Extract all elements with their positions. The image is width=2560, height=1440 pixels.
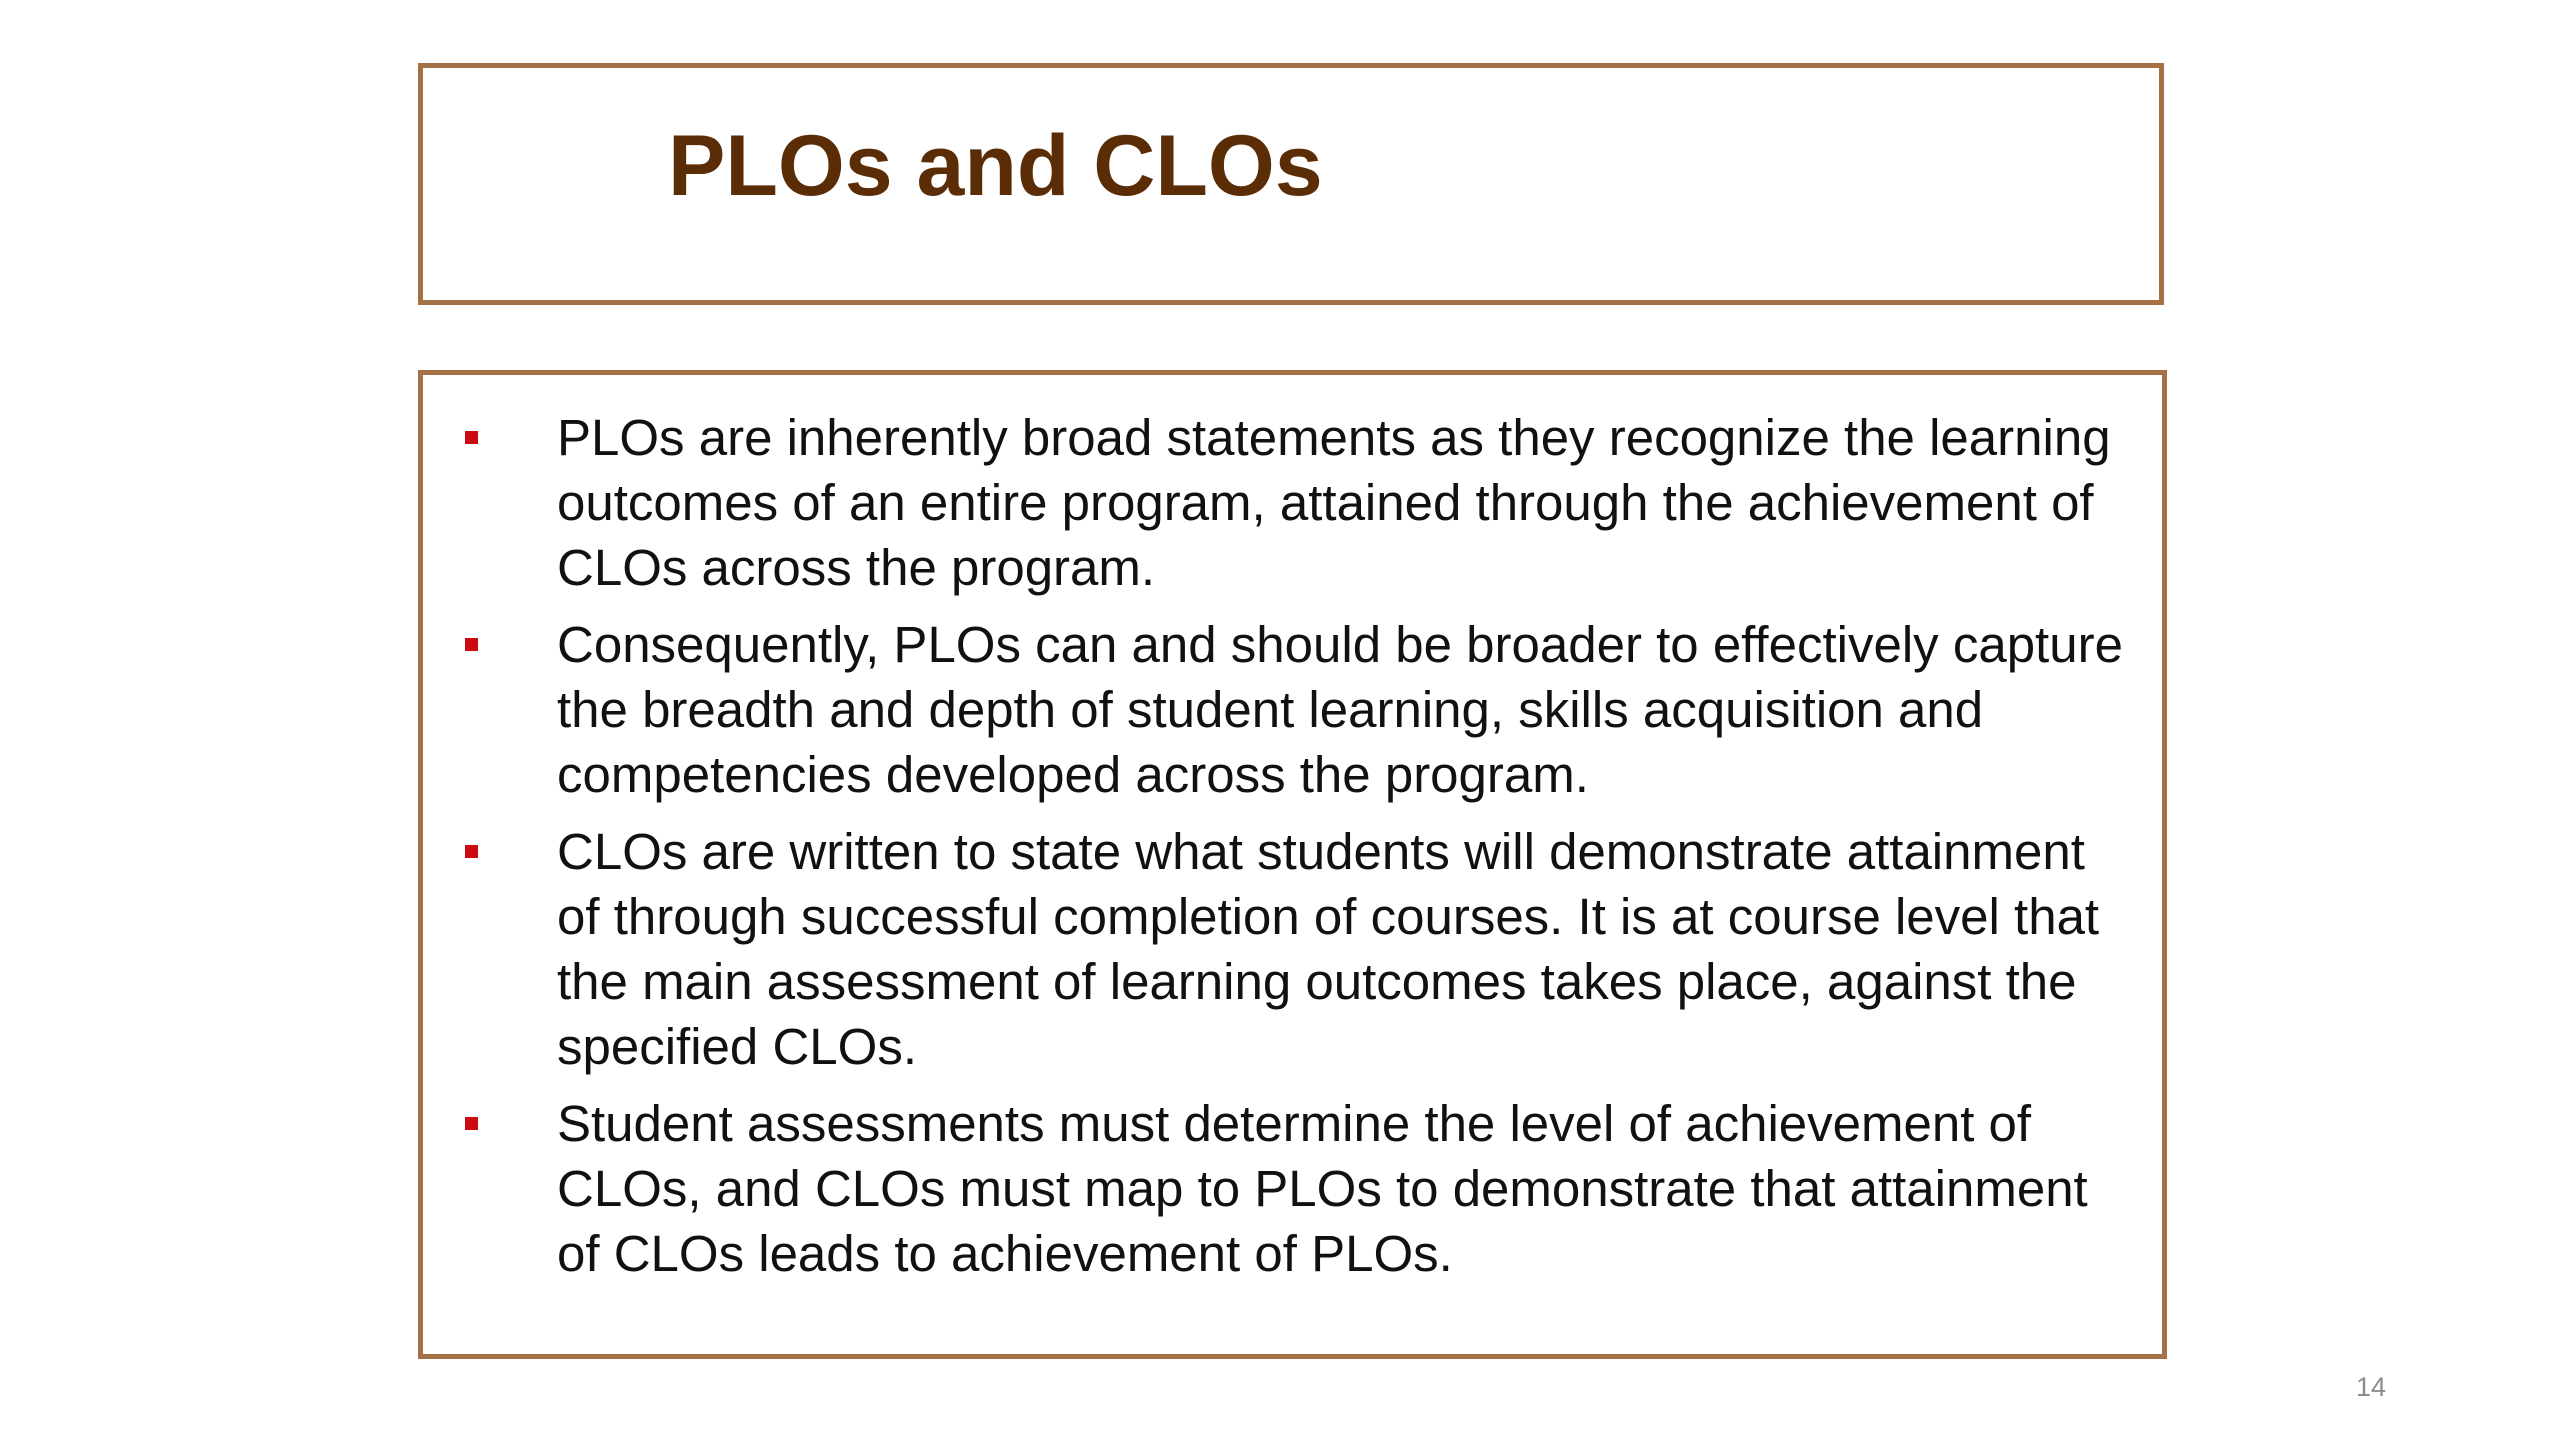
square-bullet-icon <box>465 1117 478 1130</box>
square-bullet-icon <box>465 638 478 651</box>
bullet-text: CLOs are written to state what students will demonstrate attainment of through successful completion of courses. It is at course level that the main assessment of learning outcomes takes place, against the specified CLOs. <box>557 823 2100 1075</box>
bullet-text: Consequently, PLOs can and should be broader to effectively capture the breadth and depth of student learning, skills acquisition and competencies developed across the program. <box>557 616 2123 803</box>
page-number: 14 <box>2356 1372 2387 1402</box>
bullet-list <box>423 405 2162 1298</box>
bullet-text: PLOs are inherently broad statements as they recognize the learning outcomes of an entire program, attained through the achievement of CLOs across the program. <box>557 409 2111 596</box>
bullet-item <box>423 1091 2162 1286</box>
square-bullet-icon <box>465 845 478 858</box>
slide-title: PLOs and CLOs <box>668 118 1323 214</box>
bullet-item <box>423 819 2162 1079</box>
bullet-item <box>423 612 2162 807</box>
title-box <box>418 63 2164 305</box>
content-box <box>418 370 2167 1359</box>
square-bullet-icon <box>465 431 478 444</box>
bullet-text: Student assessments must determine the level of achievement of CLOs, and CLOs must map to PLOs to demonstrate that attainment of CLOs leads to achievement of PLOs. <box>557 1095 2088 1282</box>
bullet-item <box>423 405 2162 600</box>
